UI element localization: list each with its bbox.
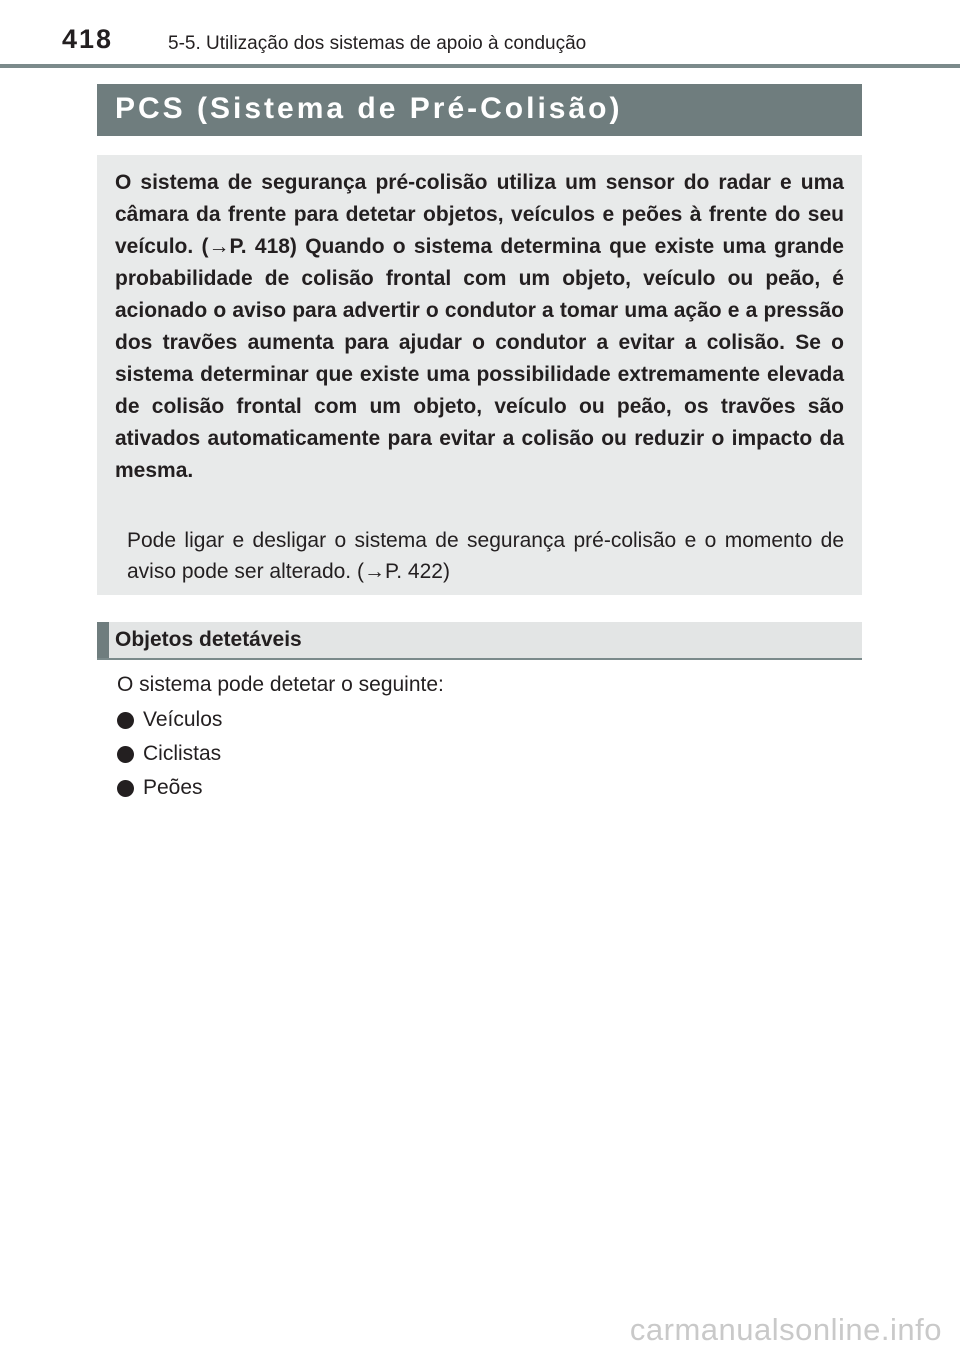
list-item-label: Peões [143, 776, 203, 799]
header-rule [0, 64, 960, 68]
section-accent-bar [97, 622, 109, 658]
section-body-text: O sistema pode detetar o seguinte: [117, 673, 444, 696]
bullet-icon [117, 712, 134, 729]
title-bar [97, 84, 862, 136]
list-item [117, 737, 222, 771]
intro-note: Pode ligar e desligar o sistema de segurança pré-colisão e o momento de aviso pode ser alterado. (→P. 422) [127, 529, 844, 583]
list-item [117, 703, 222, 737]
section-heading [97, 622, 862, 660]
bullet-icon [117, 746, 134, 763]
intro-box [97, 155, 862, 595]
page-number: 418 [62, 24, 114, 54]
intro-paragraph: O sistema de segurança pré-colisão utiliza um sensor do radar e uma câmara da frente para detetar objetos, veículos e peões à frente do seu veículo. (→P. 418) Quando o sistema determina que existe uma grande probabilidade de colisão frontal com um objeto, veículo ou peão, é acionado o aviso para advertir o condutor a tomar uma ação e a pressão dos travões aumenta para ajudar o condutor a evitar a colisão. Se o sistema determinar que existe uma possibilidade extremamente elevada de colisão frontal com um objeto, veículo ou peão, os travões são ativados automaticamente para evitar a colisão ou reduzir o impacto da mesma. [115, 171, 844, 482]
list-item-label: Veículos [143, 708, 223, 731]
list-item [117, 771, 222, 805]
page-title: PCS (Sistema de Pré-Colisão) [115, 92, 623, 125]
list-item-label: Ciclistas [143, 742, 222, 765]
bullet-list [117, 703, 222, 805]
bullet-icon [117, 780, 134, 797]
watermark: carmanualsonline.info [629, 1312, 942, 1347]
section-heading-text: Objetos detetáveis [115, 628, 302, 651]
running-header: 5-5. Utilização dos sistemas de apoio à condução [168, 33, 587, 54]
